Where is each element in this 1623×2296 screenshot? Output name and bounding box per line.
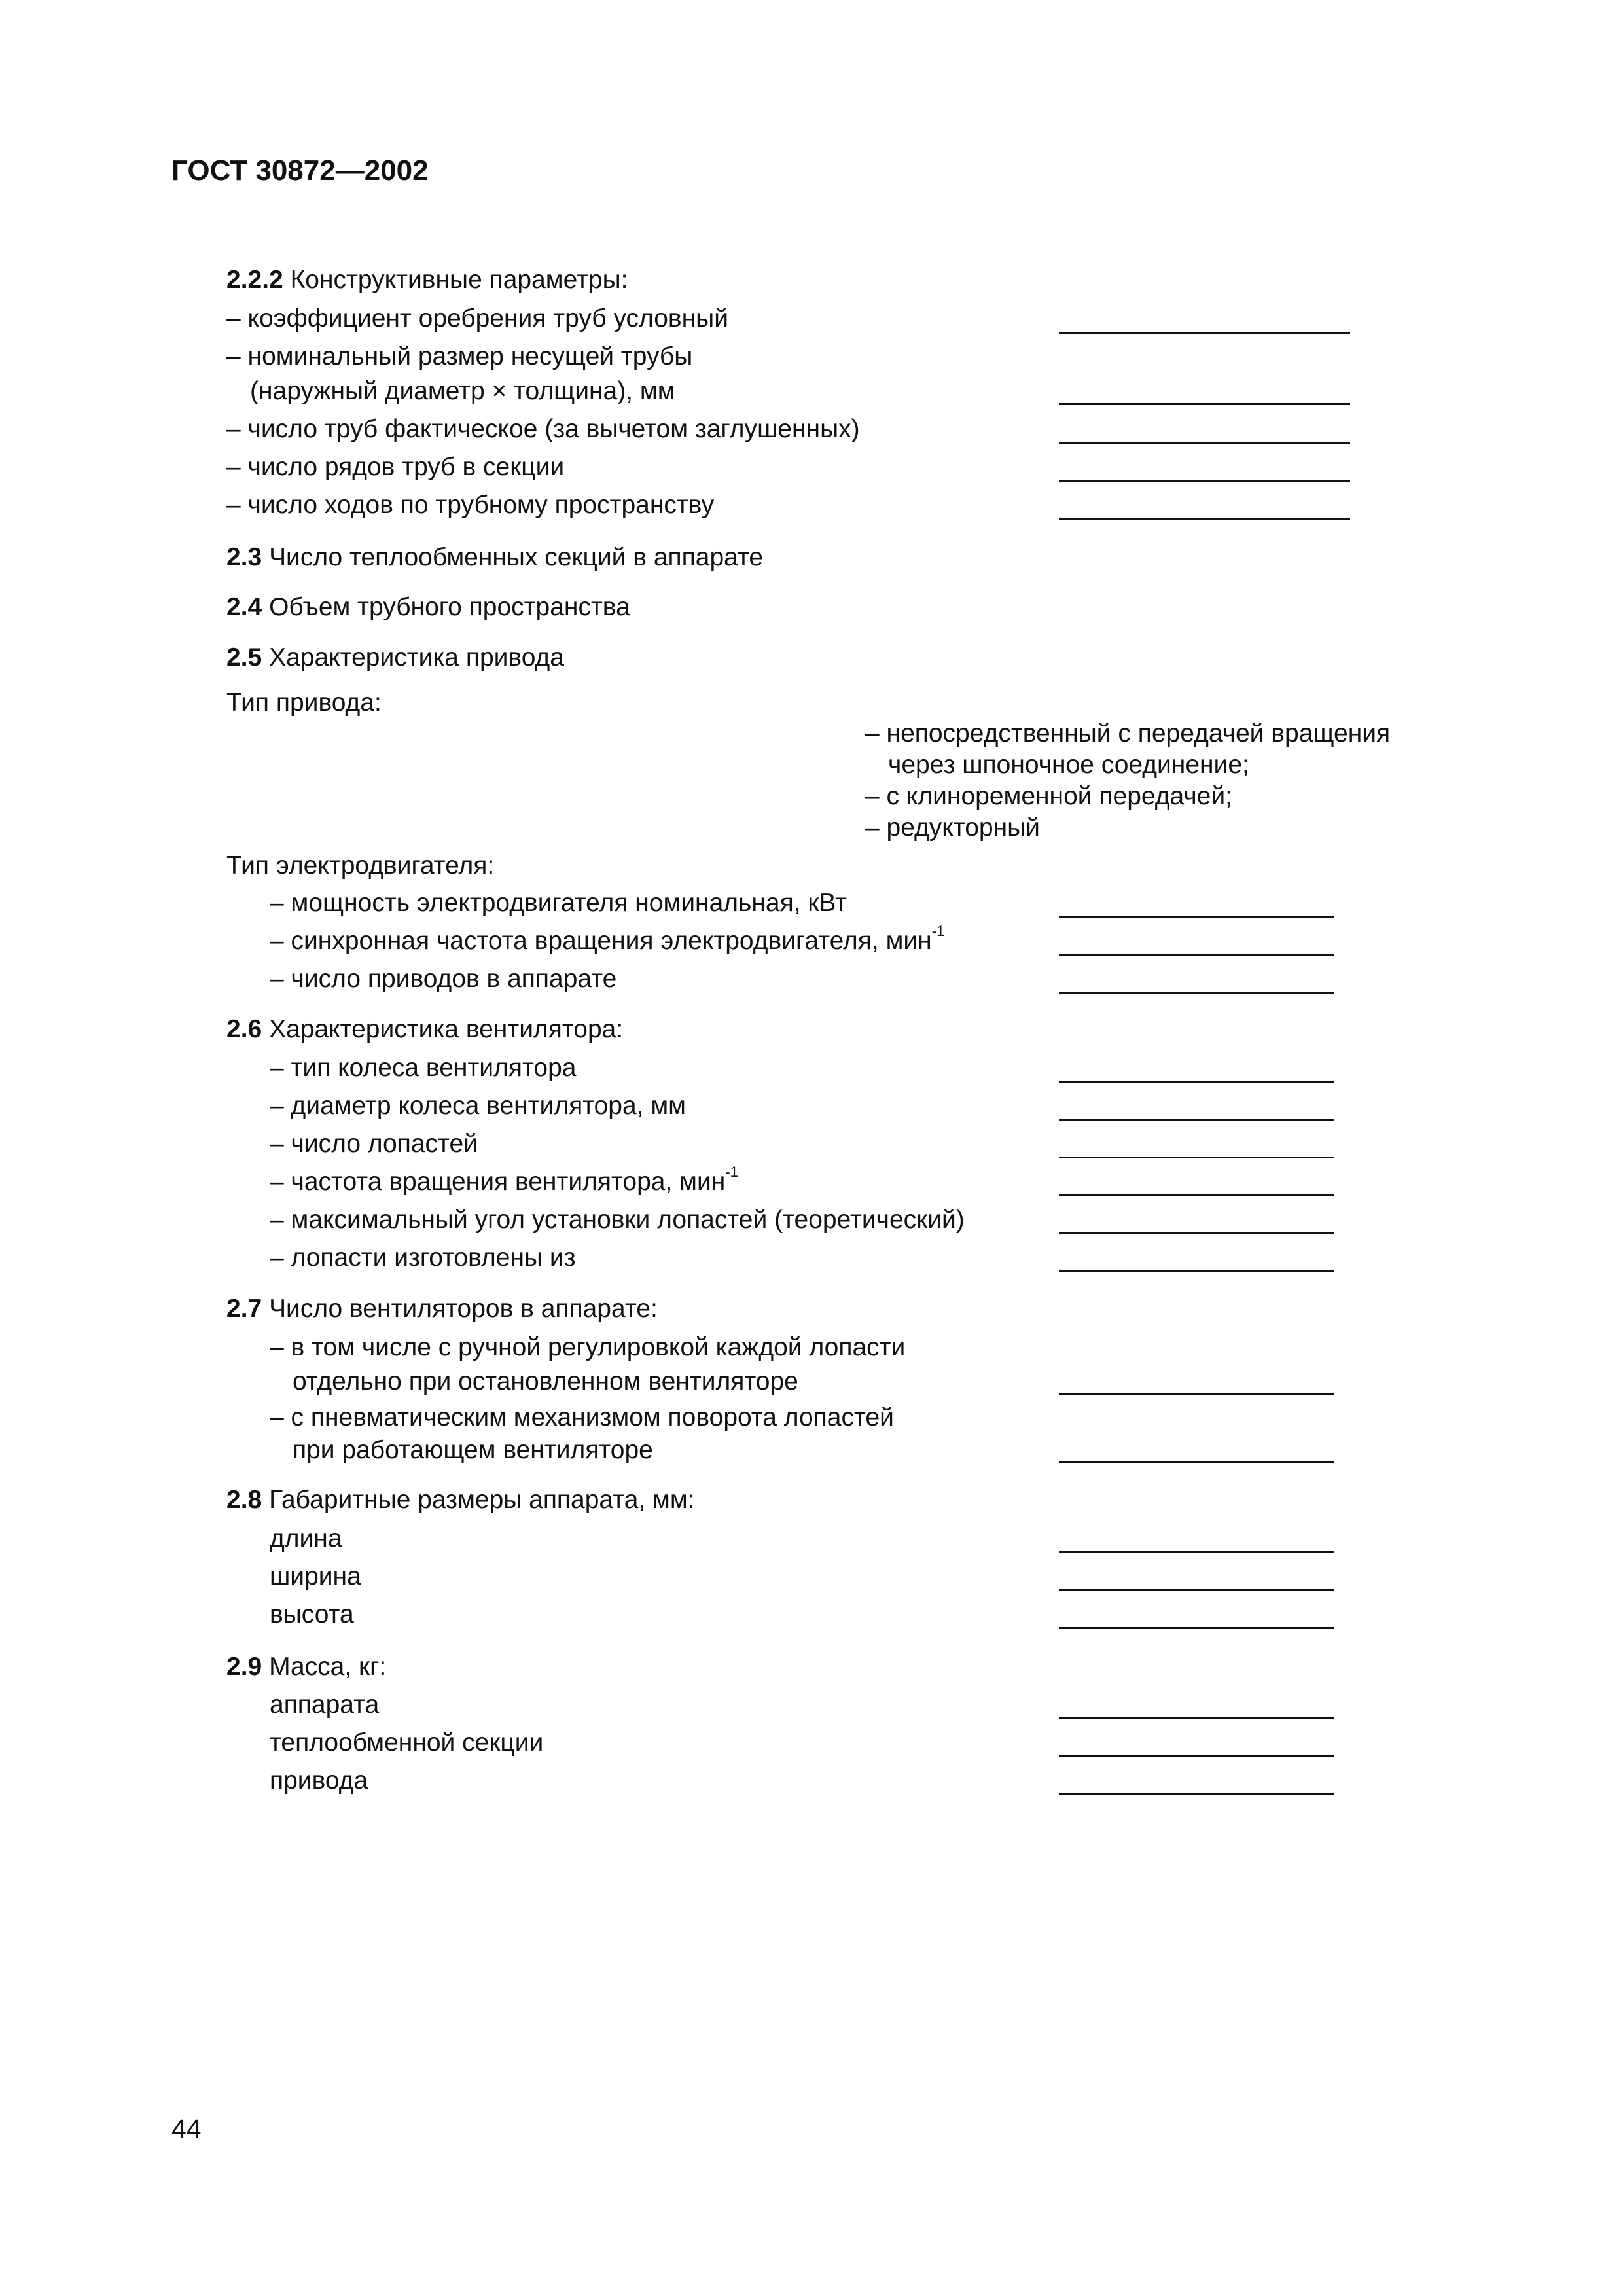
section-number: 2.3: [226, 543, 262, 571]
list-item: аппарата: [270, 1691, 380, 1719]
section-2-4-heading: [226, 594, 630, 620]
list-item-continuation: (наружный диаметр × толщина), мм: [250, 377, 675, 405]
list-item-continuation: отдельно при остановленном вентиляторе: [293, 1367, 798, 1395]
drive-option-continuation: через шпоночное соединение;: [888, 751, 1249, 779]
motor-type-label: Тип электродвигателя:: [226, 852, 495, 880]
fill-line: [1059, 403, 1350, 405]
fill-line: [1059, 1755, 1334, 1757]
superscript: -1: [725, 1164, 738, 1180]
list-item: – диаметр колеса вентилятора, мм: [270, 1092, 686, 1120]
section-2-3-heading: [226, 545, 763, 570]
fill-line: [1059, 1461, 1334, 1463]
list-item: – лопасти изготовлены из: [270, 1244, 576, 1272]
list-item: – с пневматическим механизмом поворота лопастей: [270, 1403, 894, 1431]
section-number: 2.6: [226, 1015, 262, 1043]
list-item: – число труб фактическое (за вычетом заглушенных): [226, 415, 860, 443]
superscript: -1: [931, 923, 945, 939]
fill-line: [1059, 992, 1334, 994]
section-2-2-2-heading: [226, 267, 628, 293]
list-item: ширина: [270, 1562, 361, 1590]
list-item: [270, 1164, 738, 1196]
list-item-continuation: при работающем вентиляторе: [293, 1436, 653, 1464]
list-item: – номинальный размер несущей трубы: [226, 342, 693, 370]
section-title: Габаритные размеры аппарата, мм:: [269, 1486, 695, 1514]
section-2-6-heading: [226, 1016, 623, 1042]
list-item: [270, 923, 945, 955]
fill-line: [1059, 1627, 1334, 1629]
list-item: длина: [270, 1524, 342, 1552]
list-item: – коэффициент оребрения труб условный: [226, 304, 728, 332]
fill-line: [1059, 1119, 1334, 1121]
fill-line: [1059, 1270, 1334, 1272]
list-item: – число рядов труб в секции: [226, 453, 565, 481]
list-item: – тип колеса вентилятора: [270, 1054, 577, 1082]
section-title: Число вентиляторов в аппарате:: [269, 1295, 658, 1323]
fill-line: [1059, 1717, 1334, 1719]
drive-option: – редукторный: [865, 814, 1040, 842]
list-item: – мощность электродвигателя номинальная, кВт: [270, 889, 847, 917]
section-number: 2.7: [226, 1295, 262, 1323]
section-number: 2.8: [226, 1486, 262, 1514]
fill-line: [1059, 480, 1350, 482]
list-item: – число лопастей: [270, 1130, 478, 1158]
list-item: – в том числе с ручной регулировкой каждой лопасти: [270, 1333, 906, 1361]
section-number: 2.5: [226, 643, 262, 672]
section-2-9-heading: [226, 1654, 386, 1679]
fill-line: [1059, 1232, 1334, 1234]
fill-line: [1059, 1157, 1334, 1158]
fill-line: [1059, 954, 1334, 956]
section-title: Характеристика вентилятора:: [269, 1015, 624, 1043]
fill-line: [1059, 916, 1334, 918]
list-item-text: – частота вращения вентилятора, мин: [270, 1168, 726, 1196]
fill-line: [1059, 1194, 1334, 1196]
fill-line: [1059, 1551, 1334, 1553]
drive-option: – с клиноременной передачей;: [865, 782, 1232, 810]
drive-type-label: Тип привода:: [226, 689, 382, 717]
drive-option: – непосредственный с передачей вращения: [865, 719, 1391, 747]
fill-line: [1059, 1081, 1334, 1083]
section-title: Масса, кг:: [269, 1653, 387, 1681]
section-2-8-heading: [226, 1487, 695, 1513]
section-2-5-heading: [226, 645, 564, 670]
section-title: Объем трубного пространства: [269, 593, 630, 621]
list-item: высота: [270, 1600, 354, 1628]
page-number: 44: [171, 2114, 202, 2144]
fill-line: [1059, 442, 1350, 444]
section-number: 2.2.2: [226, 266, 283, 294]
fill-line: [1059, 1793, 1334, 1795]
section-number: 2.9: [226, 1653, 262, 1681]
fill-line: [1059, 332, 1350, 334]
list-item: – максимальный угол установки лопастей (теоретический): [270, 1206, 965, 1234]
fill-line: [1059, 518, 1350, 520]
section-title: Характеристика привода: [269, 643, 564, 672]
list-item: – число ходов по трубному пространству: [226, 491, 715, 519]
fill-line: [1059, 1393, 1334, 1395]
document-header: ГОСТ 30872—2002: [171, 154, 429, 187]
list-item: теплообменной секции: [270, 1729, 544, 1757]
section-number: 2.4: [226, 593, 262, 621]
section-title: Число теплообменных секций в аппарате: [269, 543, 764, 571]
list-item-text: – синхронная частота вращения электродвигателя, мин: [270, 927, 932, 955]
list-item: – число приводов в аппарате: [270, 965, 617, 993]
fill-line: [1059, 1589, 1334, 1591]
section-title: Конструктивные параметры:: [290, 266, 628, 294]
section-2-7-heading: [226, 1296, 658, 1321]
list-item: привода: [270, 1767, 368, 1795]
